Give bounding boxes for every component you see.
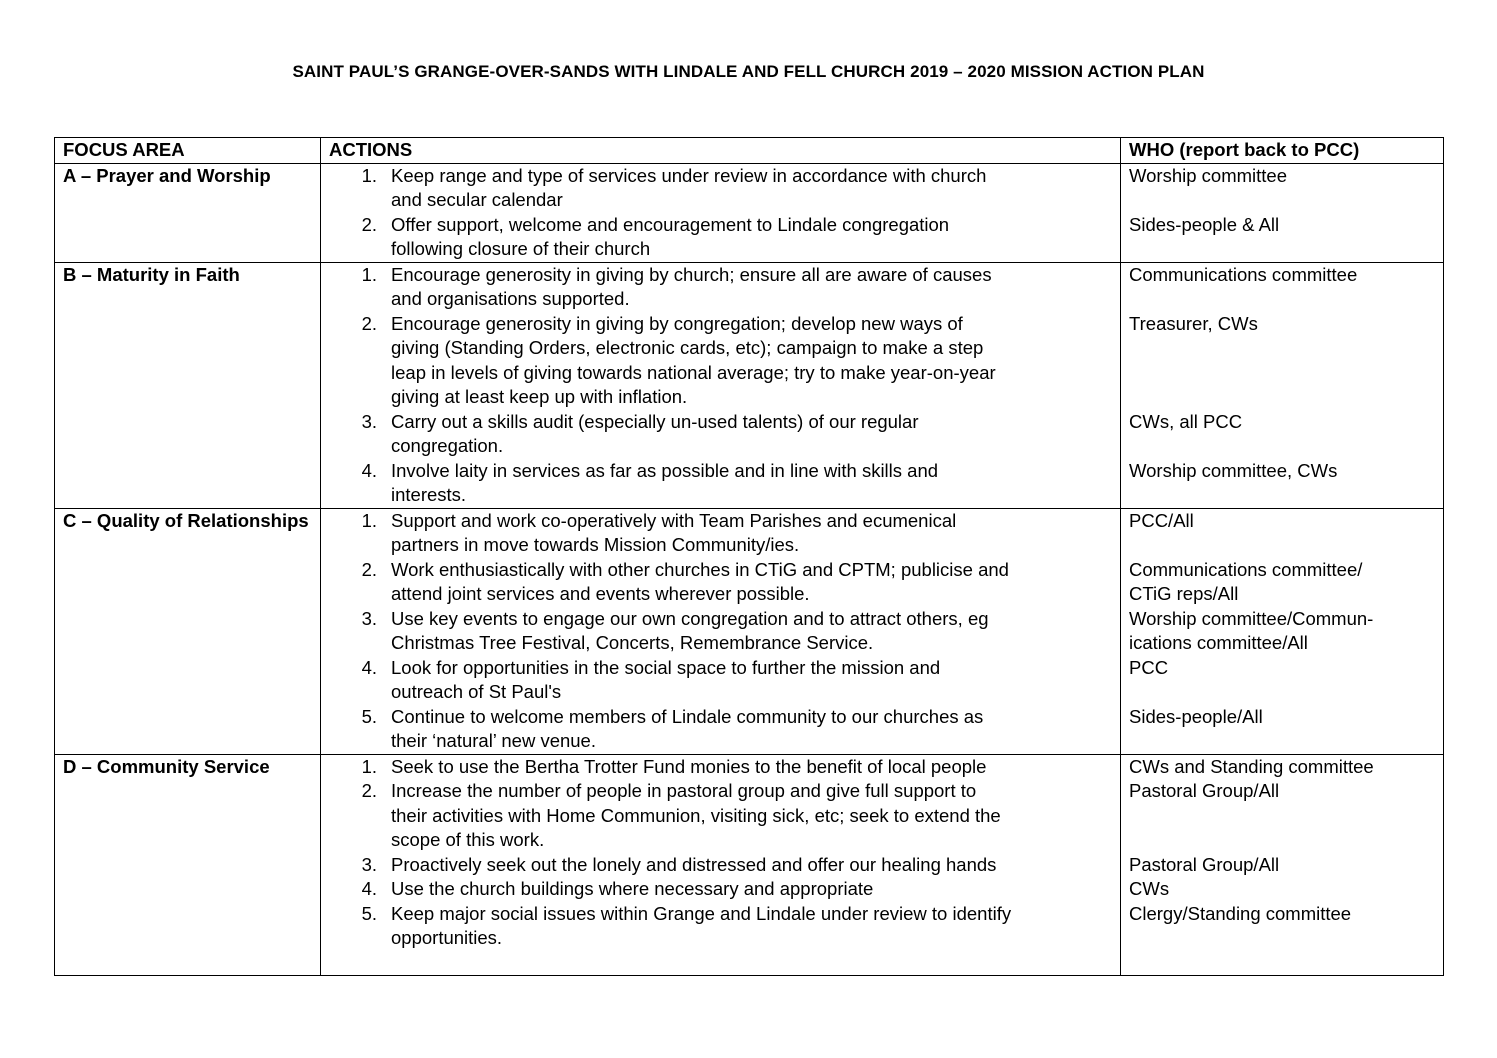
action-text-line: Involve laity in services as far as possible and in line with skills and [391, 459, 939, 481]
who-line: Treasurer, CWs [1129, 312, 1258, 334]
action-number: 4. [361, 656, 377, 678]
header-focus-area: FOCUS AREA [55, 138, 321, 164]
action-text-line: Keep major social issues within Grange and Lindale under review to identify [391, 902, 1012, 924]
who-cell [1121, 262, 1444, 508]
who-line: PCC/All [1129, 509, 1194, 531]
action-text [391, 779, 1112, 853]
action-text [391, 607, 1112, 656]
action-text [391, 213, 1112, 262]
action-text-line: their ‘natural’ new venue. [391, 730, 596, 751]
action-text [391, 705, 1112, 754]
who-line: Communications committee [1129, 263, 1358, 285]
table-row [55, 754, 1444, 975]
who-line [1129, 361, 1435, 386]
action-item [321, 607, 1112, 656]
who-line: PCC [1129, 656, 1169, 678]
who-line: Pastoral Group/All [1129, 780, 1280, 801]
action-number: 3. [361, 410, 377, 432]
action-text-line: Carry out a skills audit (especially un-used talents) of our regular [391, 410, 919, 432]
focus-area-cell: B – Maturity in Faith [55, 262, 321, 508]
action-number: 4. [361, 459, 377, 481]
focus-area-cell: C – Quality of Relationships [55, 508, 321, 754]
action-text [391, 656, 1112, 705]
action-item [321, 902, 1112, 951]
action-text-line: Keep range and type of services under review in accordance with church [391, 164, 987, 186]
action-text-line: Christmas Tree Festival, Concerts, Remembrance Service. [391, 632, 874, 653]
action-number: 1. [361, 164, 377, 186]
action-text-line: Look for opportunities in the social space to further the mission and [391, 656, 941, 678]
action-text [391, 755, 1112, 780]
action-item [321, 705, 1112, 754]
action-text-line: Use key events to engage our own congregation and to attract others, eg [391, 607, 989, 629]
action-text-line: congregation. [391, 435, 504, 456]
action-number: 1. [361, 263, 377, 285]
action-text [391, 263, 1112, 312]
action-text-line: Encourage generosity in giving by church; ensure all are aware of causes [391, 263, 992, 285]
action-number: 3. [361, 607, 377, 629]
who-line: CTiG reps/All [1129, 583, 1239, 604]
table-row [55, 163, 1444, 262]
action-number: 2. [361, 780, 377, 801]
action-text-line: Continue to welcome members of Lindale community to our churches as [391, 705, 984, 727]
action-number: 4. [361, 878, 377, 899]
action-text-line: interests. [391, 484, 467, 505]
actions-cell [321, 163, 1121, 262]
who-line [1129, 287, 1435, 312]
focus-area-cell: D – Community Service [55, 754, 321, 975]
who-line [1129, 237, 1435, 262]
action-number: 5. [361, 705, 377, 727]
action-text [391, 312, 1112, 410]
action-text-line: Seek to use the Bertha Trotter Fund monies to the benefit of local people [391, 755, 987, 777]
who-line [1129, 828, 1435, 853]
action-item [321, 459, 1112, 508]
action-text [391, 459, 1112, 508]
action-text [391, 410, 1112, 459]
action-item [321, 312, 1112, 410]
actions-cell [321, 508, 1121, 754]
action-item [321, 779, 1112, 853]
action-text-line: Work enthusiastically with other churches in CTiG and CPTM; publicise and [391, 558, 1009, 580]
header-who: WHO (report back to PCC) [1121, 138, 1444, 164]
action-item [321, 558, 1112, 607]
action-text-line: outreach of St Paul's [391, 681, 562, 702]
action-item [321, 213, 1112, 262]
action-text-line: Support and work co-operatively with Team Parishes and ecumenical [391, 509, 957, 531]
action-text-line: giving at least keep up with inflation. [391, 386, 688, 407]
action-text-line: their activities with Home Communion, visiting sick, etc; seek to extend the [391, 804, 1001, 826]
action-text-line: attend joint services and events wherever possible. [391, 583, 810, 604]
action-text-line: opportunities. [391, 927, 503, 948]
action-text-line: Increase the number of people in pastoral group and give full support to [391, 780, 977, 801]
who-cell [1121, 163, 1444, 262]
action-item [321, 509, 1112, 558]
action-item [321, 656, 1112, 705]
who-line: ications committee/All [1129, 632, 1308, 653]
who-line [1129, 188, 1435, 213]
who-line [1129, 336, 1435, 361]
who-line: CWs, all PCC [1129, 410, 1243, 432]
action-text-line: Proactively seek out the lonely and distressed and offer our healing hands [391, 853, 997, 875]
actions-cell [321, 754, 1121, 975]
header-actions: ACTIONS [321, 138, 1121, 164]
who-line: Worship committee/Commun- [1129, 607, 1374, 629]
action-text-line: Use the church buildings where necessary and appropriate [391, 878, 874, 899]
action-text-line: leap in levels of giving towards national average; try to make year-on-year [391, 361, 996, 383]
action-number: 1. [361, 755, 377, 777]
who-line: Sides-people/All [1129, 705, 1263, 727]
table-row [55, 262, 1444, 508]
action-text-line: Encourage generosity in giving by congregation; develop new ways of [391, 312, 963, 334]
who-line: Communications committee/ [1129, 558, 1363, 580]
action-item [321, 263, 1112, 312]
page-title: SAINT PAUL’S GRANGE-OVER-SANDS WITH LINDALE AND FELL CHURCH 2019 – 2020 MISSION ACTION PLAN [292, 62, 1205, 81]
who-line: CWs [1129, 878, 1170, 899]
action-text [391, 877, 1112, 902]
action-text-line: Offer support, welcome and encouragement to Lindale congregation [391, 213, 950, 235]
action-text-line: giving (Standing Orders, electronic cards, etc); campaign to make a step [391, 337, 984, 358]
action-text [391, 509, 1112, 558]
table-row [55, 508, 1444, 754]
who-line: Worship committee, CWs [1129, 459, 1338, 481]
action-item [321, 755, 1112, 780]
action-number: 2. [361, 558, 377, 580]
action-number: 5. [361, 902, 377, 924]
action-text-line: partners in move towards Mission Community/ies. [391, 534, 800, 555]
action-number: 2. [361, 213, 377, 235]
who-line [1129, 533, 1435, 558]
who-line [1129, 729, 1435, 754]
action-number: 1. [361, 509, 377, 531]
action-text [391, 902, 1112, 951]
action-number: 2. [361, 312, 377, 334]
who-line [1129, 385, 1435, 410]
who-line: Pastoral Group/All [1129, 853, 1280, 875]
who-line [1129, 483, 1435, 508]
who-line [1129, 804, 1435, 829]
action-text-line: and organisations supported. [391, 288, 630, 309]
action-text-line: scope of this work. [391, 829, 545, 850]
who-line: CWs and Standing committee [1129, 755, 1374, 777]
who-cell [1121, 508, 1444, 754]
who-line: Worship committee [1129, 164, 1287, 186]
action-text-line: following closure of their church [391, 238, 651, 259]
who-line: Clergy/Standing committee [1129, 902, 1352, 924]
action-text [391, 164, 1112, 213]
mission-action-plan-table [54, 137, 1444, 976]
focus-area-cell: A – Prayer and Worship [55, 163, 321, 262]
who-line: Sides-people & All [1129, 213, 1280, 235]
actions-cell [321, 262, 1121, 508]
action-text [391, 558, 1112, 607]
who-line [1129, 434, 1435, 459]
action-text [391, 853, 1112, 878]
action-item [321, 877, 1112, 902]
action-item [321, 853, 1112, 878]
action-text-line: and secular calendar [391, 189, 563, 210]
who-line [1129, 680, 1435, 705]
header-row [55, 138, 1444, 164]
action-item [321, 164, 1112, 213]
action-item [321, 410, 1112, 459]
who-cell [1121, 754, 1444, 975]
action-number: 3. [361, 853, 377, 875]
